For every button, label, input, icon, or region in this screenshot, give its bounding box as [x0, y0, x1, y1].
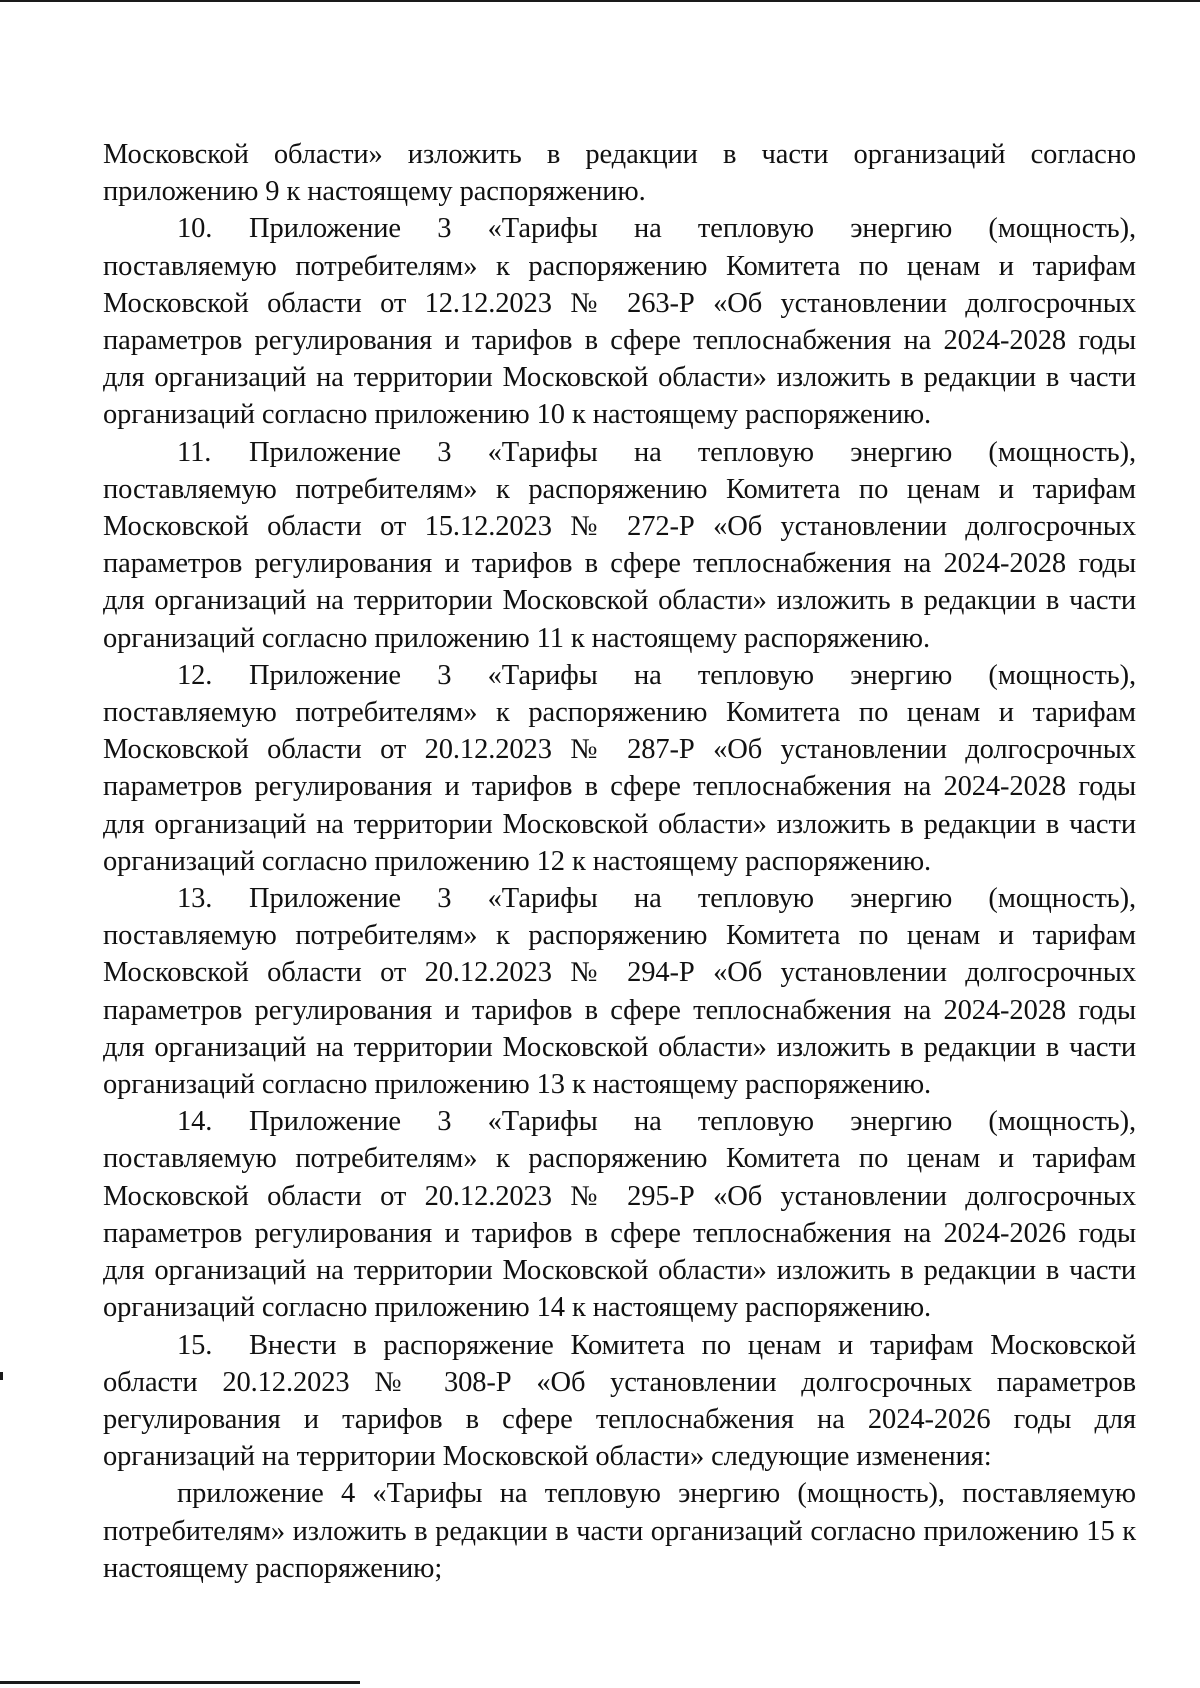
paragraph-continuation — [103, 136, 1136, 210]
paragraph-13 — [103, 880, 1136, 1103]
paragraph-15 — [103, 1327, 1136, 1476]
paragraph-number: 15. — [177, 1329, 213, 1361]
paragraph-text: Приложение 3 «Тарифы на тепловую энергию (мощность), поставляемую потребителям» к распоряжению Комитета по ценам и тарифам Московской области от 20.12.2023 № 294-Р «Об установлении долгосрочных параметров регулирования и тарифов в сфере теплоснабжения на 2024-2028 годы для организаций на территории Московской области» изложить в редакции в части организаций согласно приложению 13 к настоящему распоряжению. — [103, 883, 1136, 1101]
paragraph-11 — [103, 434, 1136, 657]
paragraph-number: 11. — [177, 436, 212, 468]
paragraph-text: Внести в распоряжение Комитета по ценам и тарифам Московской области 20.12.2023 № 308-Р «Об установлении долгосрочных параметров регулирования и тарифов в сфере теплоснабжения на 2024-2026 годы для организаций на территории Московской области» следующие изменения: — [103, 1329, 1136, 1473]
paragraph-number: 10. — [177, 213, 213, 245]
scan-edge-bottom — [0, 1681, 360, 1684]
paragraph-number: 14. — [177, 1106, 213, 1138]
paragraph-text: Приложение 3 «Тарифы на тепловую энергию (мощность), поставляемую потребителям» к распоряжению Комитета по ценам и тарифам Московской области от 12.12.2023 № 263-Р «Об установлении долгосрочных параметров регулирования и тарифов в сфере теплоснабжения на 2024-2028 годы для организаций на территории Московской области» изложить в редакции в части организаций согласно приложению 10 к настоящему распоряжению. — [103, 213, 1136, 431]
paragraph-number: 12. — [177, 659, 213, 691]
paragraph-annex-4 — [103, 1475, 1136, 1587]
paragraph-text: Московской области» изложить в редакции в части организаций согласно приложению 9 к настоящему распоряжению. — [103, 139, 1136, 208]
document-page — [103, 136, 1136, 1587]
scan-edge-left-tick — [0, 1372, 3, 1380]
paragraph-number: 13. — [177, 883, 213, 915]
scan-edge-top — [0, 0, 1200, 2]
paragraph-text: Приложение 3 «Тарифы на тепловую энергию (мощность), поставляемую потребителям» к распоряжению Комитета по ценам и тарифам Московской области от 20.12.2023 № 287-Р «Об установлении долгосрочных параметров регулирования и тарифов в сфере теплоснабжения на 2024-2028 годы для организаций на территории Московской области» изложить в редакции в части организаций согласно приложению 12 к настоящему распоряжению. — [103, 659, 1136, 877]
paragraph-14 — [103, 1103, 1136, 1326]
paragraph-text: Приложение 3 «Тарифы на тепловую энергию (мощность), поставляемую потребителям» к распоряжению Комитета по ценам и тарифам Московской области от 20.12.2023 № 295-Р «Об установлении долгосрочных параметров регулирования и тарифов в сфере теплоснабжения на 2024-2026 годы для организаций на территории Московской области» изложить в редакции в части организаций согласно приложению 14 к настоящему распоряжению. — [103, 1106, 1136, 1324]
paragraph-text: Приложение 3 «Тарифы на тепловую энергию (мощность), поставляемую потребителям» к распоряжению Комитета по ценам и тарифам Московской области от 15.12.2023 № 272-Р «Об установлении долгосрочных параметров регулирования и тарифов в сфере теплоснабжения на 2024-2028 годы для организаций на территории Московской области» изложить в редакции в части организаций согласно приложению 11 к настоящему распоряжению. — [103, 436, 1136, 654]
paragraph-12 — [103, 657, 1136, 880]
paragraph-10 — [103, 210, 1136, 433]
paragraph-text: приложение 4 «Тарифы на тепловую энергию (мощность), поставляемую потребителям» изложить в редакции в части организаций согласно приложению 15 к настоящему распоряжению; — [103, 1478, 1136, 1584]
